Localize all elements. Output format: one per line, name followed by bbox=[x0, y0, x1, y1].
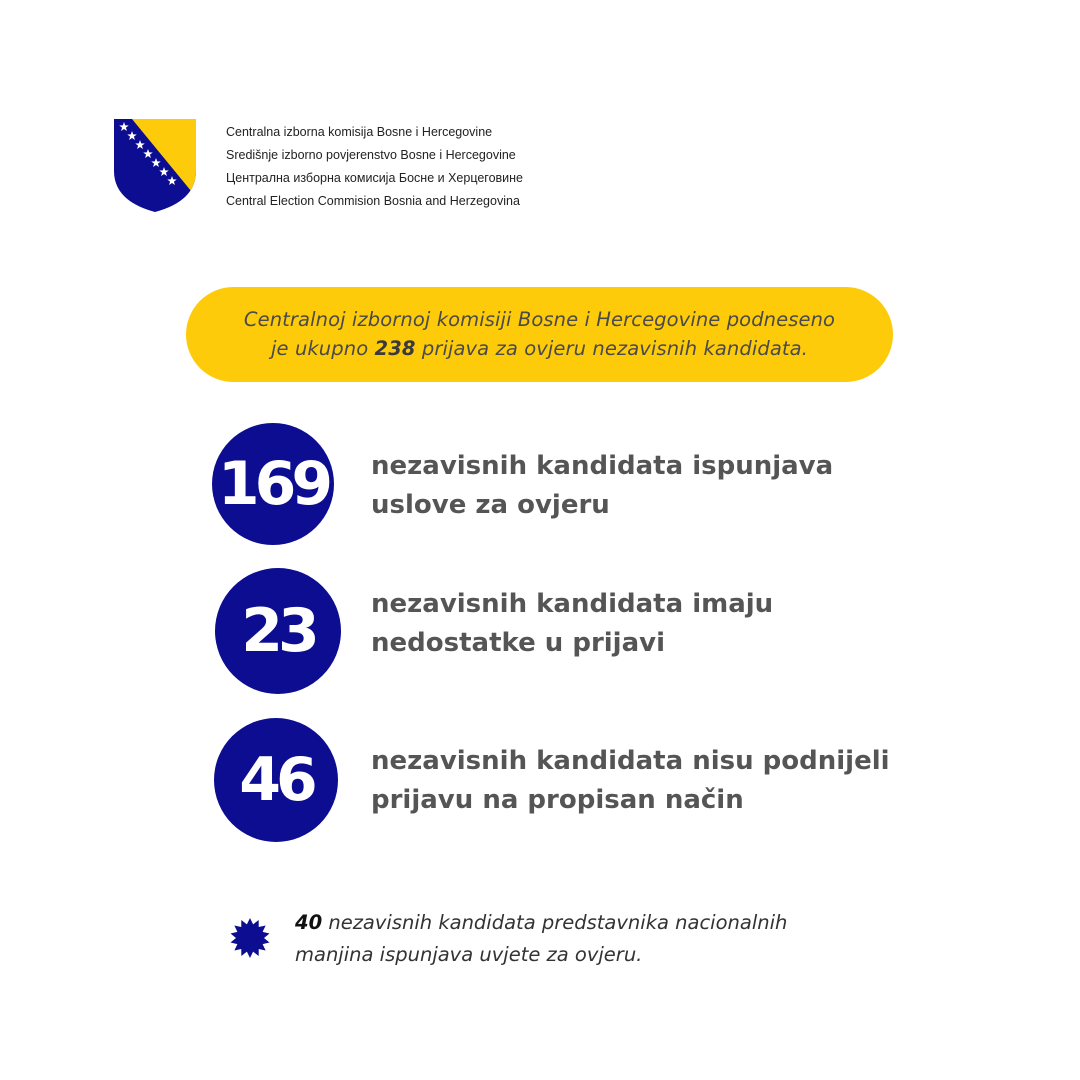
total-applications: 238 bbox=[374, 337, 416, 360]
summary-suffix: prijava za ovjeru nezavisnih kandidata. bbox=[415, 337, 808, 360]
stat-circle-deficient bbox=[215, 568, 341, 694]
footnote-line-1 bbox=[295, 907, 787, 939]
stat-text-line: nezavisnih kandidata imaju bbox=[371, 589, 774, 619]
summary-prefix: je ukupno bbox=[271, 337, 375, 360]
stat-number-deficient: 23 bbox=[241, 596, 315, 666]
stat-circle-improper bbox=[214, 718, 338, 842]
institution-name-bosnian: Centralna izborna komisija Bosne i Hercegovine bbox=[226, 125, 493, 139]
stat-text-deficient bbox=[371, 585, 773, 663]
stat-text-line: nedostatke u prijavi bbox=[371, 628, 665, 658]
stat-number-eligible: 169 bbox=[217, 449, 329, 519]
institution-name-croatian: Središnje izborno povjerenstvo Bosne i Hercegovine bbox=[226, 148, 516, 162]
footnote bbox=[295, 907, 787, 971]
institution-names bbox=[226, 121, 523, 213]
institution-name-serbian: Централна изборна комисија Босне и Херцеговине bbox=[226, 171, 524, 185]
starburst-icon bbox=[229, 917, 271, 959]
coat-of-arms-icon bbox=[114, 119, 196, 212]
stat-text-line: uslove za ovjeru bbox=[371, 490, 610, 520]
stat-circle-eligible bbox=[212, 423, 334, 545]
institution-name-english: Central Election Commision Bosnia and Herzegovina bbox=[226, 194, 520, 208]
stat-text-line: nezavisnih kandidata nisu podnijeli bbox=[371, 746, 890, 776]
summary-line-2 bbox=[186, 334, 893, 363]
footnote-number: 40 bbox=[295, 911, 323, 934]
footnote-line-2: manjina ispunjava uvjete za ovjeru. bbox=[295, 943, 643, 966]
summary-line-1: Centralnoj izbornoj komisiji Bosne i Hercegovine podneseno bbox=[243, 308, 836, 331]
stat-text-eligible bbox=[371, 447, 833, 525]
stat-text-improper bbox=[371, 742, 890, 820]
summary-banner bbox=[186, 287, 893, 382]
stat-text-line: nezavisnih kandidata ispunjava bbox=[371, 451, 834, 481]
stat-text-line: prijavu na propisan način bbox=[371, 785, 744, 815]
stat-number-improper: 46 bbox=[239, 745, 313, 815]
footnote-line-1-text: nezavisnih kandidata predstavnika nacionalnih bbox=[322, 911, 788, 934]
